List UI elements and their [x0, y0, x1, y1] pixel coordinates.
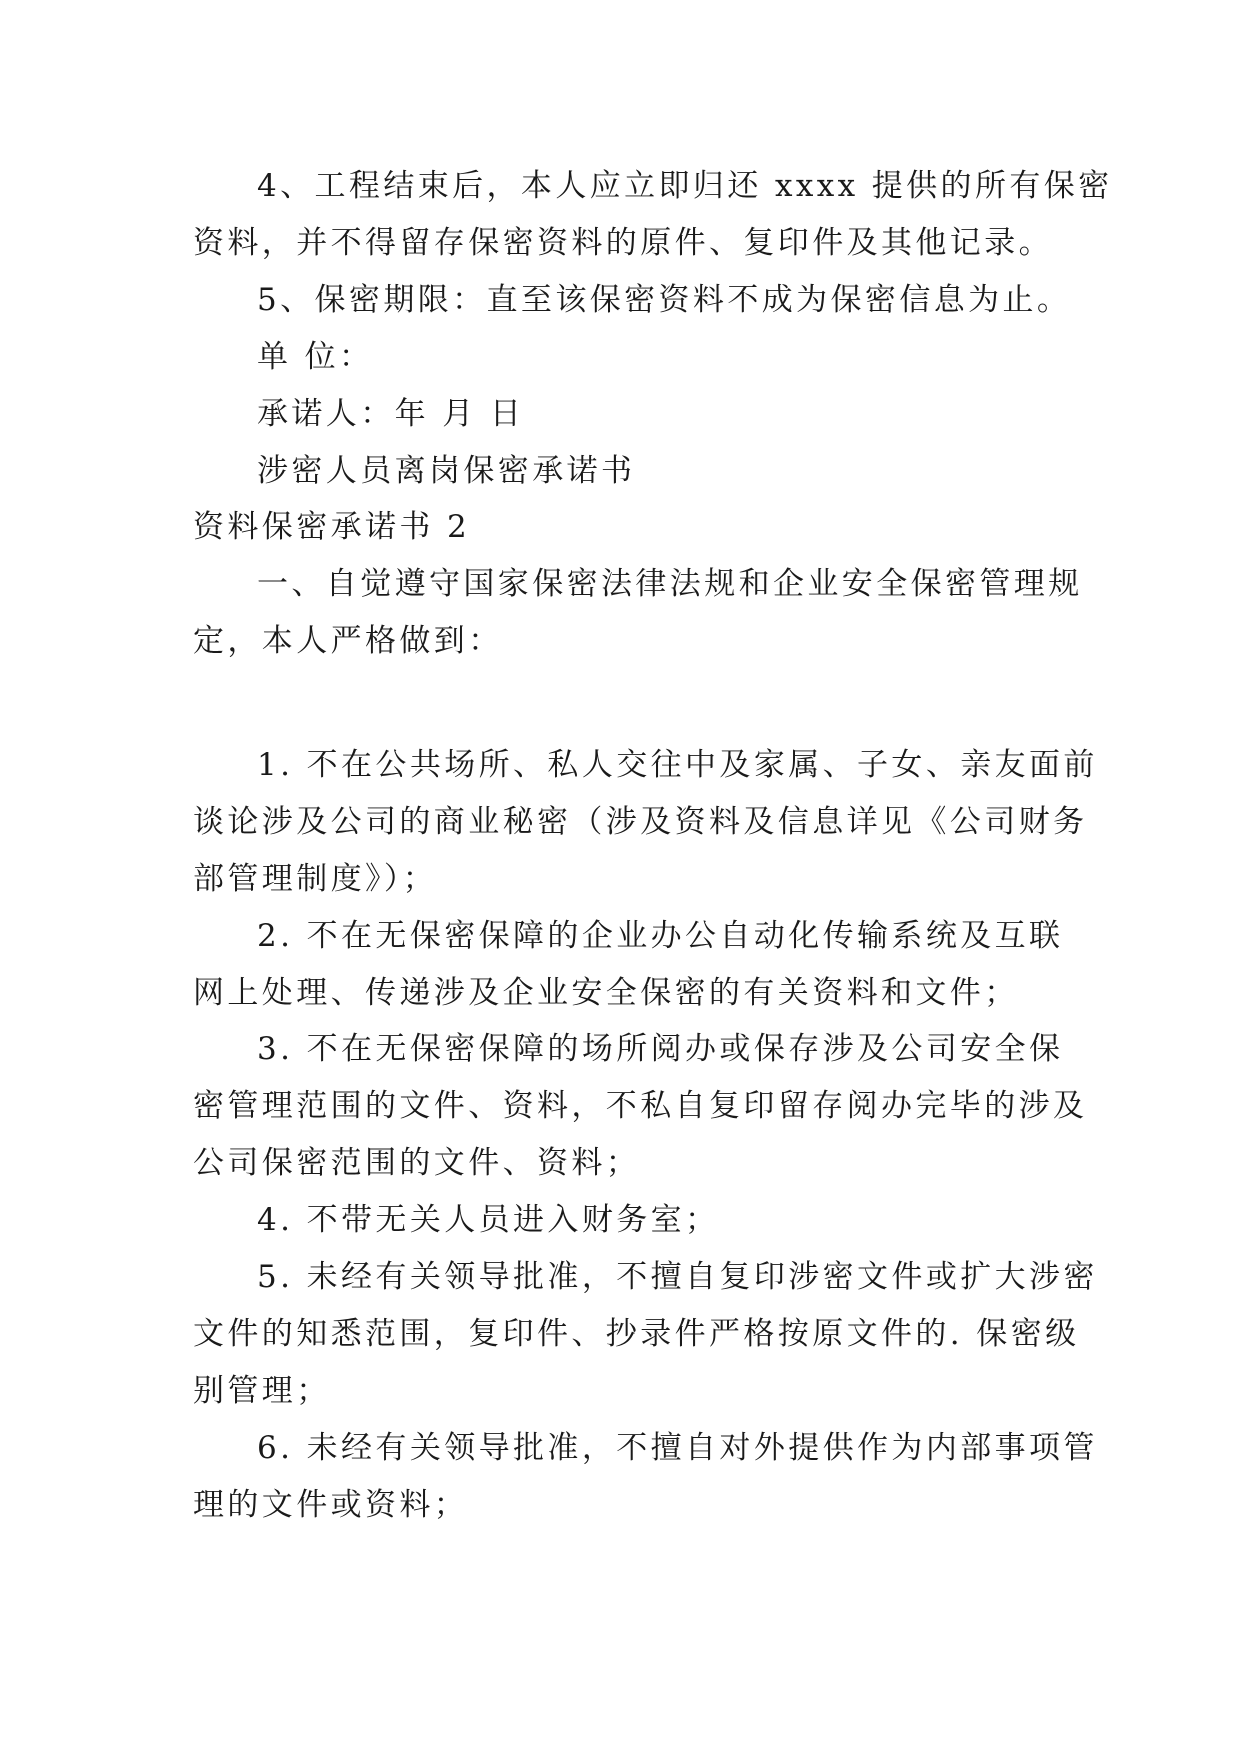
paragraph-line: 定，本人严格做到： [193, 623, 503, 659]
section-heading: 涉密人员离岗保密承诺书 [257, 453, 636, 489]
paragraph-line: 4、工程结束后，本人应立即归还 xxxx 提供的所有保密 [257, 168, 1113, 204]
list-item-line: 1. 不在公共场所、私人交往中及家属、子女、亲友面前 [257, 747, 1098, 783]
list-item-line: 部管理制度》）； [193, 861, 438, 897]
list-item-line: 公司保密范围的文件、资料； [193, 1145, 641, 1181]
list-item-line: 文件的知悉范围，复印件、抄录件严格按原文件的. 保密级 [193, 1316, 1080, 1352]
list-item-line: 理的文件或资料； [193, 1487, 469, 1523]
list-item-line: 网上处理、传递涉及企业安全保密的有关资料和文件； [193, 975, 1019, 1011]
list-item-line: 6. 未经有关领导批准，不擅自对外提供作为内部事项管 [257, 1430, 1098, 1466]
signature-date-label: 承诺人：年 月 日 [257, 396, 525, 432]
list-item-line: 2. 不在无保密保障的企业办公自动化传输系统及互联 [257, 918, 1064, 954]
paragraph-line: 一、自觉遵守国家保密法律法规和企业安全保密管理规 [257, 566, 1083, 602]
paragraph-line: 5、保密期限：直至该保密资料不成为保密信息为止。 [257, 282, 1072, 318]
list-item-line: 别管理； [193, 1373, 331, 1409]
list-item-line: 4. 不带无关人员进入财务室； [257, 1202, 720, 1238]
signature-unit-label: 单 位： [257, 339, 374, 375]
list-item-line: 密管理范围的文件、资料，不私自复印留存阅办完毕的涉及 [193, 1088, 1088, 1124]
document-title: 资料保密承诺书 2 [193, 509, 471, 545]
paragraph-line: 资料，并不得留存保密资料的原件、复印件及其他记录。 [193, 225, 1053, 261]
list-item-line: 3. 不在无保密保障的场所阅办或保存涉及公司安全保 [257, 1031, 1064, 1067]
list-item-line: 5. 未经有关领导批准，不擅自复印涉密文件或扩大涉密 [257, 1259, 1098, 1295]
list-item-line: 谈论涉及公司的商业秘密（涉及资料及信息详见《公司财务 [193, 804, 1088, 840]
